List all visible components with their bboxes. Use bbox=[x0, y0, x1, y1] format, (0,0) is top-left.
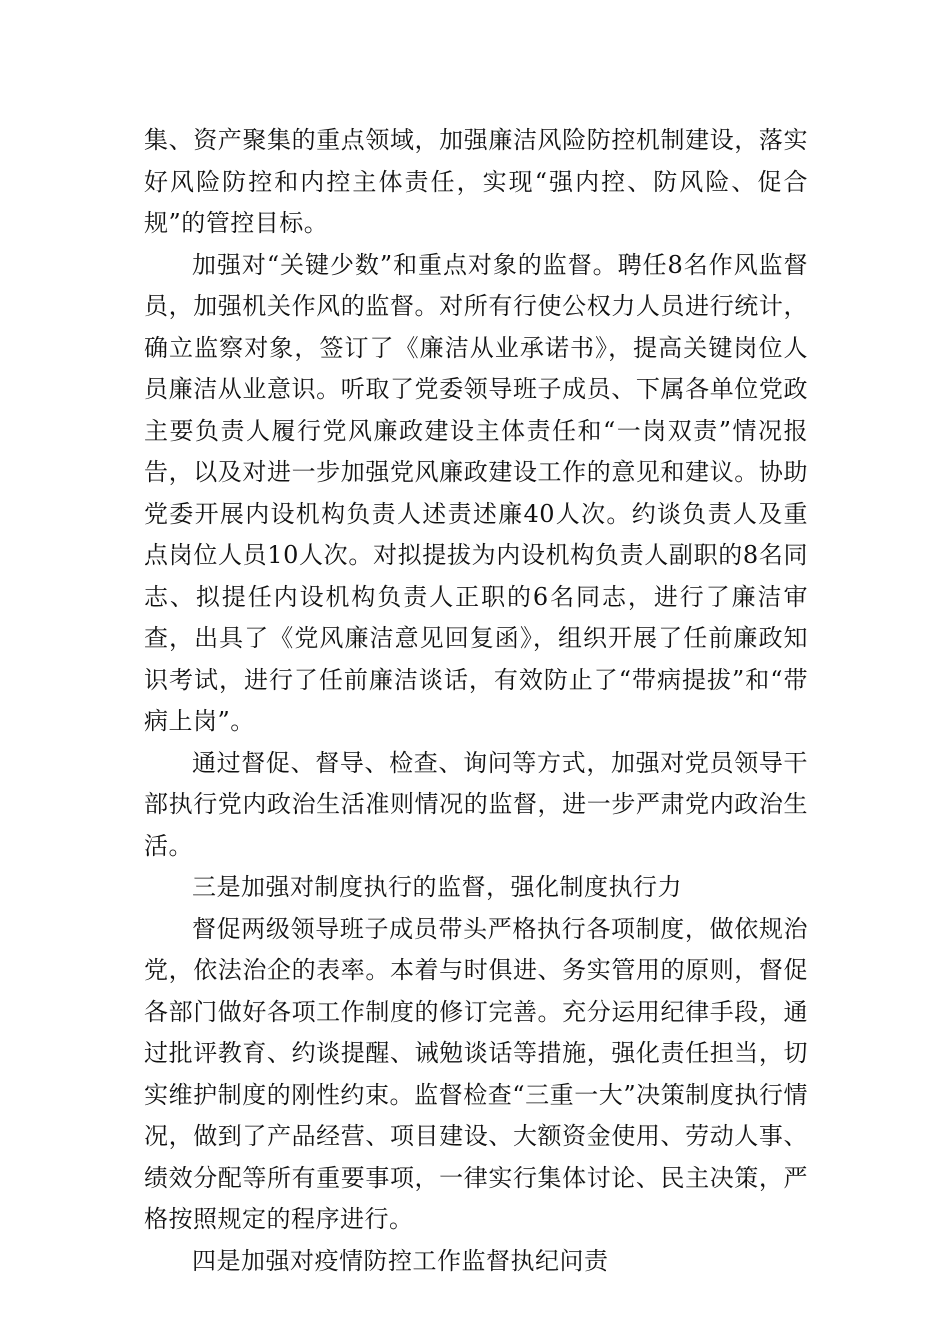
section-heading-system-execution: 三是加强对制度执行的监督，强化制度执行力 bbox=[192, 873, 682, 901]
paragraph-continuation: 集、资产聚集的重点领域，加强廉洁风险防控机制建设，落实好风险防控和内控主体责任，实现“强内控、防风险、促合规”的管控目标。 bbox=[144, 126, 808, 237]
paragraph-key-minority-supervision: 加强对“关键少数”和重点对象的监督。聘任8名作风监督员，加强机关作风的监督。对所有行使公权力人员进行统计，确立监察对象，签订了《廉洁从业承诺书》，提高关键岗位人员廉洁从业意识。听取了党委领导班子成员、下属各单位党政主要负责人履行党风廉政建设主体责任和“一岗双责”情况报告，以及对进一步加强党风廉政建设工作的意见和建议。协助党委开展内设机构负责人述责述廉40人次。约谈负责人及重点岗位人员10人次。对拟提拔为内设机构负责人副职的8名同志、拟提任内设机构负责人正职的6名同志，进行了廉洁审查，出具了《党风廉洁意见回复函》，组织开展了任前廉政知识考试，进行了任前廉洁谈话，有效防止了“带病提拔”和“带病上岗”。 bbox=[144, 250, 808, 735]
paragraph-political-life-supervision: 通过督促、督导、检查、询问等方式，加强对党员领导干部执行党内政治生活准则情况的监督，进一步严肃党内政治生活。 bbox=[144, 748, 808, 860]
paragraph-system-execution: 督促两级领导班子成员带头严格执行各项制度，做依规治党，依法治企的表率。本着与时俱进、务实管用的原则，督促各部门做好各项工作制度的修订完善。充分运用纪律手段，通过批评教育、约谈提醒、诫勉谈话等措施，强化责任担当，切实维护制度的刚性约束。监督检查“三重一大”决策制度执行情况，做到了产品经营、项目建设、大额资金使用、劳动人事、绩效分配等所有重要事项，一律实行集体讨论、民主决策，严格按照规定的程序进行。 bbox=[144, 914, 808, 1233]
document-body bbox=[144, 120, 808, 1282]
section-heading-epidemic-control: 四是加强对疫情防控工作监督执纪问责 bbox=[192, 1246, 609, 1275]
